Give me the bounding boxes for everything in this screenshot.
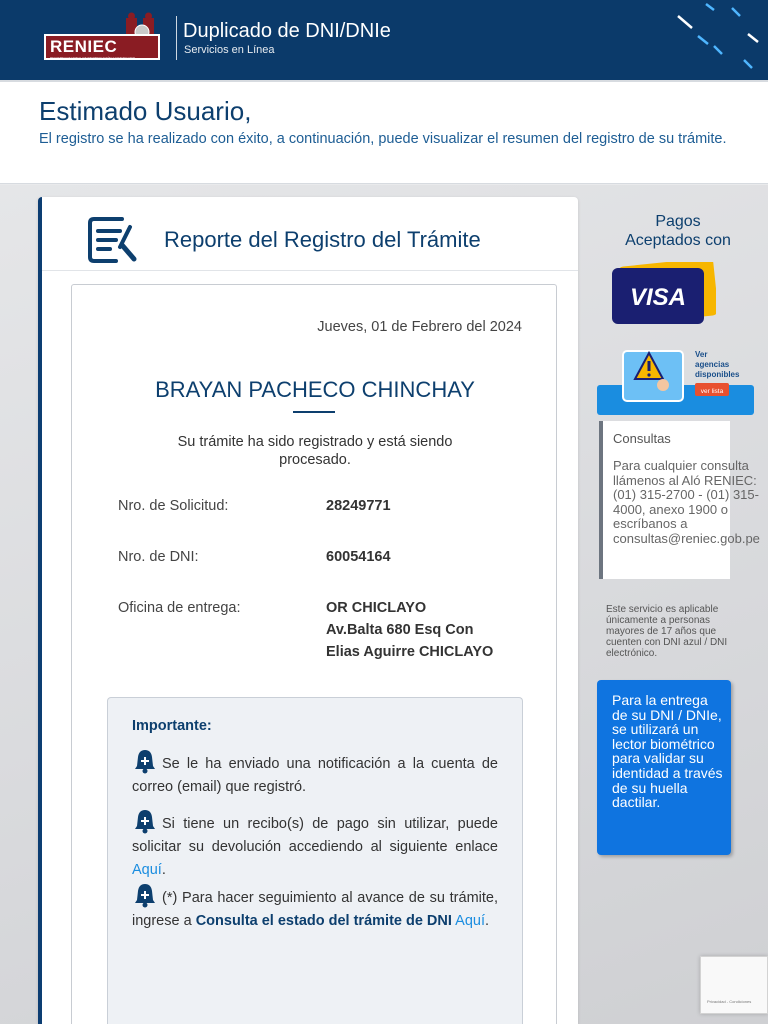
top-header — [0, 0, 768, 80]
recaptcha-badge[interactable] — [700, 956, 768, 1014]
important-item-text: Si tiene un recibo(s) de pago sin utilizar, puede solicitar su devolución accediendo al siguiente enlace — [132, 816, 498, 855]
important-item: Si tiene un recibo(s) de pago sin utilizar, puede solicitar su devolución accediendo al siguiente enlace Aquí. — [132, 808, 498, 882]
greeting-panel — [0, 80, 768, 184]
report-card-header — [42, 197, 578, 271]
request-number-value: 28249771 — [326, 498, 391, 514]
bell-icon — [132, 882, 158, 908]
reniec-logo[interactable] — [44, 12, 162, 60]
important-item-text: (*) Para hacer seguimiento al avance de su trámite, ingrese a — [132, 890, 498, 929]
payments-title-line: Pagos — [655, 213, 701, 230]
status-check-label: Consulta el estado del trámite de DNI — [195, 913, 452, 929]
agencies-banner-graphic — [597, 345, 754, 415]
office-line: Av.Balta 680 Esq Con — [326, 622, 474, 638]
consultations-panel — [599, 421, 760, 579]
important-item-text: Se le ha enviado una notificación a la cuenta de correo (email) que registró. — [132, 756, 498, 795]
dni-number-value: 60054164 — [326, 549, 391, 565]
agencies-banner[interactable] — [597, 345, 754, 415]
logo-subtitle: REGISTRO NACIONAL DE IDENTIFICACIÓN Y ESTADO CIVIL — [50, 56, 136, 60]
status-message: Su trámite ha sido registrado y está siendo procesado. — [177, 434, 453, 468]
delivery-office-value — [326, 597, 493, 663]
office-line: OR CHICLAYO — [326, 600, 427, 616]
page-title: Duplicado de DNI/DNIe — [183, 20, 391, 42]
report-date: Jueves, 01 de Febrero del 2024 — [317, 319, 522, 335]
name-underline — [293, 411, 335, 413]
visa-label: VISA — [629, 284, 687, 311]
promo-text-line: disponibles — [695, 370, 740, 379]
report-body — [71, 284, 557, 1024]
recaptcha-links: Privacidad - Condiciones — [707, 999, 752, 1004]
bell-icon — [132, 808, 158, 834]
important-item — [132, 748, 498, 799]
page-subtitle: Servicios en Línea — [184, 44, 275, 56]
dni-number-label: Nro. de DNI: — [118, 549, 199, 565]
promo-text-line: agencias — [695, 360, 730, 369]
service-note: Este servicio es aplicable únicamente a personas mayores de 17 años que cuenten con DNI azul / DNI electrónico. — [606, 604, 728, 659]
consultations-title: Consultas — [613, 431, 671, 446]
promo-text-line: Ver — [695, 350, 708, 359]
greeting-message: El registro se ha realizado con éxito, a continuación, puede visualizar el resumen del registro de su trámite. — [39, 131, 727, 147]
important-item: (*) Para hacer seguimiento al avance de su trámite, ingrese a Consulta el estado del trámite de DNI Aquí. — [132, 882, 498, 933]
payments-accepted-title — [598, 212, 758, 250]
header-divider — [176, 16, 177, 60]
consultations-text: Para cualquier consulta llámenos al Aló RENIEC: (01) 315-2700 - (01) 315-4000, anexo 1900 o escríbanos a consultas@reniec.gob.pe — [613, 458, 760, 546]
refund-link[interactable]: Aquí — [132, 862, 162, 878]
office-line: Elias Aguirre CHICLAYO — [326, 644, 494, 660]
biometric-info-text: Para la entrega de su DNI / DNIe, se utilizará un lector biométrico para validar su identidad a través de su huella dactilar. — [612, 692, 723, 811]
report-document-icon — [86, 215, 140, 265]
request-number-label: Nro. de Solicitud: — [118, 498, 229, 514]
payments-title-line: Aceptados con — [625, 232, 731, 249]
logo-text: RENIEC — [50, 37, 118, 56]
report-card — [38, 197, 578, 1024]
header-decoration-icon — [648, 0, 768, 80]
greeting-title: Estimado Usuario, — [39, 96, 252, 126]
important-box — [107, 697, 523, 1024]
delivery-office-label: Oficina de entrega: — [118, 600, 241, 616]
important-title: Importante: — [132, 718, 212, 734]
logo-badge — [44, 34, 160, 60]
bell-icon — [132, 748, 158, 774]
visa-card-icon — [612, 262, 716, 324]
see-list-button[interactable]: ver lista — [700, 388, 724, 395]
biometric-info-panel — [597, 680, 731, 855]
report-title: Reporte del Registro del Trámite — [164, 227, 481, 252]
applicant-name: BRAYAN PACHECO CHINCHAY — [155, 377, 475, 402]
status-check-link[interactable]: Aquí — [455, 913, 485, 929]
